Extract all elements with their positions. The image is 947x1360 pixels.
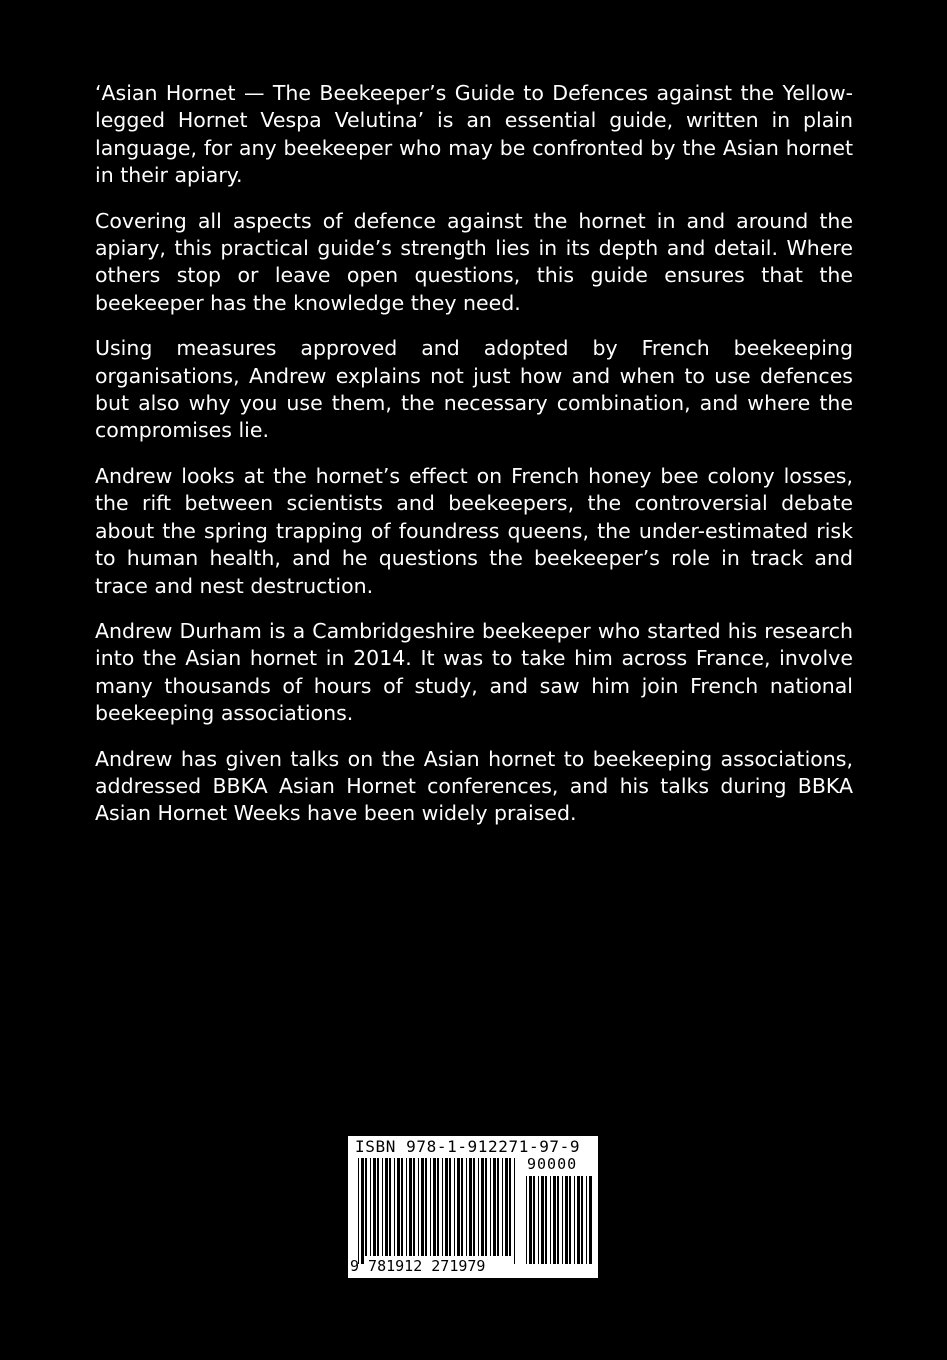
barcode-bar (442, 1158, 443, 1256)
barcode-bar (473, 1158, 475, 1256)
barcode-bar (533, 1176, 535, 1264)
barcode-addon-code: 90000 (527, 1155, 578, 1173)
barcode-bar (493, 1158, 496, 1256)
barcode-bar (397, 1158, 400, 1256)
barcode-bar (449, 1158, 451, 1256)
barcode-bar (358, 1158, 359, 1264)
barcode-bar (577, 1176, 580, 1264)
barcode-bar (565, 1176, 568, 1264)
barcode-bar (394, 1158, 395, 1256)
barcode-bar (526, 1176, 527, 1264)
barcode-bar (562, 1176, 563, 1264)
blurb-paragraph-5: Andrew Durham is a Cambridgeshire beekeeper who started his research into the Asian hornet in 2014. It was to take him across France, involve many thousands of hours of study, and saw him join French national beekeeping associations. (95, 618, 853, 726)
barcode-bar (505, 1158, 508, 1256)
barcode-bar (490, 1158, 491, 1256)
barcode-bar (361, 1158, 364, 1264)
blurb-paragraph-4: Andrew looks at the hornet’s effect on French honey bee colony losses, the rift between scientists and beekeepers, the controversial debate about the spring trapping of foundress queens, the under-estimated risk to human health, and he questions the beekeeper’s role in track and trace and nest destruction. (95, 463, 853, 598)
barcode-bar (529, 1176, 532, 1264)
barcode-bar (553, 1176, 556, 1264)
barcode-bar (514, 1158, 515, 1264)
barcode-bar (497, 1158, 499, 1256)
barcode-bar (418, 1158, 419, 1256)
barcode-bar (469, 1158, 472, 1256)
isbn-barcode (348, 1136, 598, 1278)
barcode-bar (409, 1158, 412, 1256)
barcode-bar (425, 1158, 427, 1256)
barcode-bar (481, 1158, 484, 1256)
barcode-bar (421, 1158, 424, 1256)
barcode-bar (574, 1176, 575, 1264)
barcode-bar (373, 1158, 376, 1256)
barcode-bar (466, 1158, 467, 1256)
barcode-ean-digits: 9 781912 271979 (350, 1257, 486, 1275)
blurb-paragraph-3: Using measures approved and adopted by French beekeeping organisations, Andrew explains not just how and when to use defences but also why you use them, the necessary combination, and where the compromises lie. (95, 336, 853, 443)
back-cover-blurb (95, 80, 853, 846)
barcode-bar (370, 1158, 371, 1256)
barcode-bar (478, 1158, 479, 1256)
barcode-bar (586, 1176, 587, 1264)
blurb-paragraph-1: ‘Asian Hornet — The Beekeeper’s Guide to Defences against the Yellow-legged Hornet Vespa Velutina’ is an essential guide, written in plain language, for any beekeeper who may be confronted by the Asian hornet in their apiary. (95, 81, 853, 188)
barcode-bar (454, 1158, 455, 1256)
barcode-bar (541, 1176, 544, 1264)
blurb-paragraph-6: Andrew has given talks on the Asian hornet to beekeeping associations, addressed BBKA Asian Hornet conferences, and his talks during BBKA Asian Hornet Weeks have been widely praised. (95, 746, 853, 826)
barcode-bar (430, 1158, 431, 1256)
barcode-bar (485, 1158, 487, 1256)
barcode-bar (502, 1158, 503, 1256)
barcode-bar (461, 1158, 463, 1256)
barcode-bar (581, 1176, 583, 1264)
barcode-bar (389, 1158, 391, 1256)
isbn-label: ISBN 978-1-912271-97-9 (355, 1137, 581, 1156)
barcode-bar (509, 1158, 511, 1256)
barcode-bar (445, 1158, 448, 1256)
barcode-bar (365, 1158, 367, 1256)
barcode-bar (457, 1158, 460, 1256)
barcode-bar (401, 1158, 403, 1256)
barcode-bar (385, 1158, 388, 1256)
barcode-bar (557, 1176, 559, 1264)
barcode-bar (433, 1158, 436, 1256)
barcode-bar (377, 1158, 379, 1256)
barcode-bar (538, 1176, 539, 1264)
barcode-bar (550, 1176, 551, 1264)
barcode-bar (437, 1158, 439, 1256)
barcode-bar (413, 1158, 415, 1256)
barcode-bar (569, 1176, 571, 1264)
blurb-paragraph-2: Covering all aspects of defence against the hornet in and around the apiary, this practical guide’s strength lies in its depth and detail. Where others stop or leave open questions, this guide ensures that the beekeeper has the knowledge they need. (95, 208, 853, 315)
barcode-bar (382, 1158, 383, 1256)
barcode-bar (406, 1158, 407, 1256)
barcode-bar (545, 1176, 547, 1264)
barcode-bar (589, 1176, 592, 1264)
